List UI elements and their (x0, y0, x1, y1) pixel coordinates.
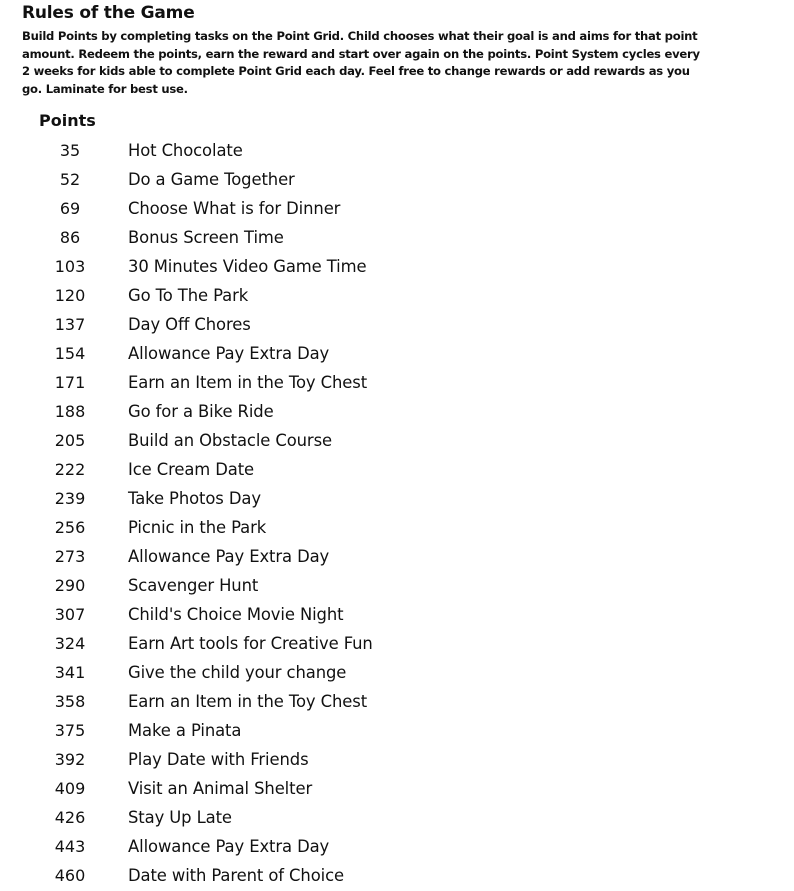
reward-label: Allowance Pay Extra Day (128, 837, 330, 856)
reward-label: Make a Pinata (128, 721, 242, 740)
reward-label: Day Off Chores (128, 315, 251, 334)
points-value: 290 (54, 576, 86, 595)
reward-row (0, 804, 794, 833)
rules-paragraph: Build Points by completing tasks on the Point Grid. Child chooses what their goal is and aims for that point amount. Redeem the points, earn the reward and start over again on the points. Point System cycles every 2 weeks for kids able to complete Point Grid each day. Feel free to change rewards or add rewards as you go. Laminate for best use. (22, 29, 700, 96)
reward-row (0, 630, 794, 659)
points-value: 443 (54, 837, 86, 856)
reward-row (0, 659, 794, 688)
reward-label: Do a Game Together (128, 170, 295, 189)
reward-list (0, 137, 794, 891)
reward-label: Give the child your change (128, 663, 347, 682)
points-value: 460 (54, 866, 86, 885)
points-value: 120 (54, 286, 86, 305)
reward-row (0, 398, 794, 427)
reward-row (0, 746, 794, 775)
reward-row (0, 137, 794, 166)
points-value: 392 (54, 750, 86, 769)
reward-row (0, 688, 794, 717)
reward-label: Picnic in the Park (128, 518, 267, 537)
reward-row (0, 833, 794, 862)
points-value: 307 (54, 605, 86, 624)
reward-row (0, 456, 794, 485)
points-value: 52 (59, 170, 81, 189)
reward-row (0, 369, 794, 398)
points-value: 103 (54, 257, 86, 276)
points-value: 86 (59, 228, 81, 247)
reward-row (0, 543, 794, 572)
reward-row (0, 572, 794, 601)
reward-label: Go for a Bike Ride (128, 402, 274, 421)
reward-label: Choose What is for Dinner (128, 199, 341, 218)
reward-label: Earn Art tools for Creative Fun (128, 634, 373, 653)
points-value: 358 (54, 692, 86, 711)
reward-row (0, 195, 794, 224)
points-value: 273 (54, 547, 86, 566)
reward-label: Bonus Screen Time (128, 228, 284, 247)
reward-label: Allowance Pay Extra Day (128, 344, 330, 363)
points-value: 35 (59, 141, 81, 160)
reward-label: Earn an Item in the Toy Chest (128, 692, 368, 711)
reward-row (0, 601, 794, 630)
reward-row (0, 224, 794, 253)
points-value: 171 (54, 373, 86, 392)
reward-label: Build an Obstacle Course (128, 431, 332, 450)
reward-label: Visit an Animal Shelter (128, 779, 313, 798)
reward-row (0, 282, 794, 311)
reward-label: Child's Choice Movie Night (128, 605, 344, 624)
points-value: 222 (54, 460, 86, 479)
points-value: 154 (54, 344, 86, 363)
reward-label: Date with Parent of Choice (128, 866, 344, 885)
reward-label: Earn an Item in the Toy Chest (128, 373, 368, 392)
reward-label: Stay Up Late (128, 808, 232, 827)
reward-row (0, 340, 794, 369)
reward-row (0, 253, 794, 282)
reward-row (0, 311, 794, 340)
reward-row (0, 485, 794, 514)
reward-label: Scavenger Hunt (128, 576, 259, 595)
points-value: 426 (54, 808, 86, 827)
points-heading: Points (39, 111, 96, 130)
reward-label: Hot Chocolate (128, 141, 243, 160)
points-value: 205 (54, 431, 86, 450)
reward-label: Ice Cream Date (128, 460, 255, 479)
reward-row (0, 775, 794, 804)
points-value: 69 (59, 199, 81, 218)
reward-label: Go To The Park (128, 286, 249, 305)
reward-row (0, 427, 794, 456)
reward-row (0, 514, 794, 543)
document-title: Rules of the Game (22, 3, 195, 23)
points-value: 341 (54, 663, 86, 682)
points-value: 409 (54, 779, 86, 798)
points-value: 137 (54, 315, 86, 334)
points-value: 256 (54, 518, 86, 537)
reward-label: Play Date with Friends (128, 750, 309, 769)
points-value: 239 (54, 489, 86, 508)
reward-row (0, 717, 794, 746)
reward-row (0, 166, 794, 195)
points-value: 188 (54, 402, 86, 421)
points-value: 375 (54, 721, 86, 740)
points-value: 324 (54, 634, 86, 653)
reward-label: 30 Minutes Video Game Time (128, 257, 367, 276)
reward-label: Allowance Pay Extra Day (128, 547, 330, 566)
reward-label: Take Photos Day (128, 489, 261, 508)
reward-row (0, 862, 794, 891)
